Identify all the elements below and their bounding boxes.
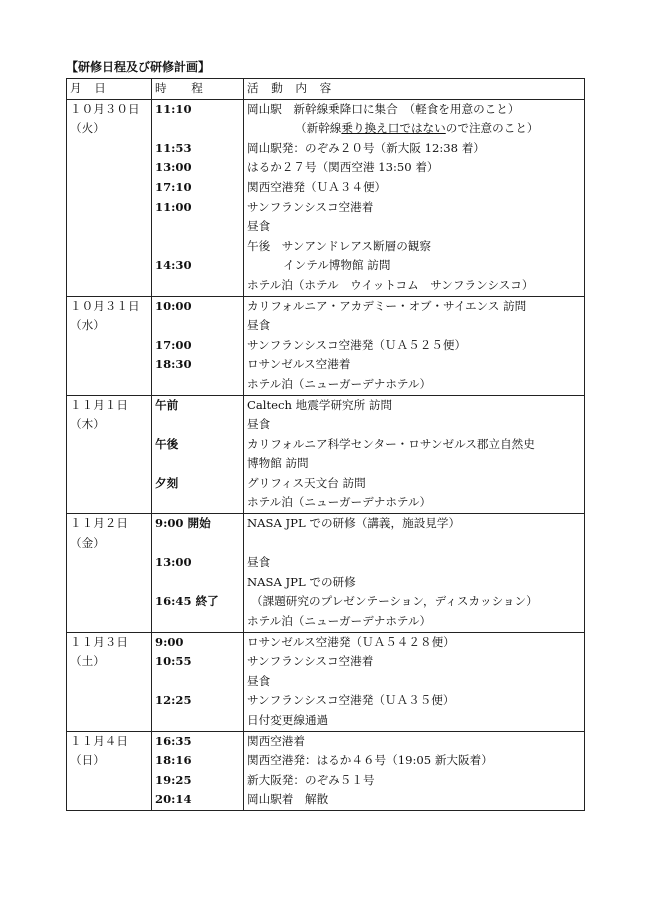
time: 17:10 (155, 179, 192, 194)
activity: 関西空港発（ＵＡ３４便） (247, 179, 387, 194)
date-cell (67, 99, 152, 296)
time: 18:30 (155, 357, 192, 372)
time-cell (152, 395, 244, 514)
date: １０月３１日 (70, 298, 140, 313)
header-activity: 活 動 内 容 (244, 79, 585, 100)
date: １１月２日 (70, 516, 128, 531)
time: 16:45 終了 (155, 594, 219, 609)
activity: 昼食 (247, 417, 271, 432)
activity: NASA JPL での研修（講義，施設見学） (247, 516, 461, 531)
activity: 昼食 (247, 673, 271, 688)
activity: カリフォルニア・アカデミー・オブ・サイエンス 訪問 (247, 298, 527, 313)
time: 9:00 (155, 634, 184, 649)
day-row (67, 99, 585, 296)
header-row (67, 79, 585, 100)
time: 18:16 (155, 753, 192, 768)
weekday: （水） (70, 318, 105, 333)
schedule-document (66, 58, 586, 811)
activity: サンフランシスコ空港着 (247, 199, 374, 214)
activity: 博物館 訪問 (247, 456, 309, 471)
activity: 昼食 (247, 219, 271, 234)
activity: 関西空港発：はるか４６号（19:05 新大阪着） (247, 753, 493, 768)
day-row (67, 731, 585, 810)
date: １１月４日 (70, 733, 128, 748)
date-cell (67, 395, 152, 514)
activity-note (247, 119, 584, 139)
time: 13:00 (155, 555, 192, 570)
weekday: （火） (70, 121, 105, 136)
activity: ホテル泊（ホテル ウイットコム サンフランシスコ） (247, 277, 534, 292)
day-row (67, 296, 585, 395)
document-title: 【研修日程及び研修計画】 (66, 60, 211, 74)
activity: サンフランシスコ空港発（ＵＡ５２５便） (247, 337, 467, 352)
activity: インテル博物館 訪問 (283, 258, 391, 273)
time: 13:00 (155, 160, 192, 175)
date-cell (67, 296, 152, 395)
activity-cell (244, 395, 585, 514)
activity-note-post: ので注意のこと） (445, 121, 539, 136)
activity: ホテル泊（ニューガーデナホテル） (247, 376, 432, 391)
activity-cell (244, 632, 585, 731)
weekday: （金） (70, 535, 105, 550)
activity: 午後 サンアンドレアス断層の観察 (247, 238, 431, 253)
activity: Caltech 地震学研究所 訪問 (247, 397, 393, 412)
date-cell (67, 514, 152, 633)
time: 17:00 (155, 337, 192, 352)
header-date: 月 日 (67, 79, 152, 100)
activity-cell (244, 99, 585, 296)
time: 午後 (155, 436, 179, 451)
activity: （課題研究のプレゼンテーション，ディスカッション） (251, 594, 538, 609)
activity-note-underlined: 乗り換え口ではない (341, 121, 446, 136)
activity: 日付変更線通過 (247, 713, 329, 727)
weekday: （土） (70, 654, 105, 669)
time: 14:30 (155, 258, 192, 273)
date: １１月１日 (70, 397, 128, 412)
activity-cell (244, 514, 585, 633)
time (155, 711, 243, 731)
time (155, 316, 243, 336)
time-cell (152, 514, 244, 633)
time (155, 612, 243, 632)
time (155, 493, 243, 513)
time: 11:53 (155, 140, 192, 155)
date-cell (67, 632, 152, 731)
activity: ロサンゼルス空港着 (247, 357, 351, 372)
time (155, 672, 243, 692)
activity: 岡山駅着 解散 (247, 792, 329, 807)
time: 20:14 (155, 792, 192, 807)
date: １１月３日 (70, 634, 128, 649)
time (155, 119, 243, 139)
time: 10:00 (155, 298, 192, 313)
activity-cell (244, 731, 585, 810)
time-cell (152, 296, 244, 395)
activity: 岡山駅 新幹線乗降口に集合 （軽食を用意のこと） (247, 101, 520, 116)
time: 10:55 (155, 654, 192, 669)
activity: ホテル泊（ニューガーデナホテル） (247, 614, 432, 629)
day-row (67, 395, 585, 514)
day-row (67, 514, 585, 633)
activity: カリフォルニア科学センター・ロサンゼルス郡立自然史 (247, 436, 535, 451)
activity: ホテル泊（ニューガーデナホテル） (247, 495, 432, 510)
activity: 新大阪発：のぞみ５１号 (247, 772, 375, 787)
date: １０月３０日 (70, 101, 140, 116)
weekday: （木） (70, 417, 105, 432)
activity: サンフランシスコ空港着 (247, 654, 374, 669)
activity: NASA JPL での研修 (247, 574, 356, 589)
time (155, 454, 243, 474)
activity: はるか２７号（関西空港 13:50 着） (247, 160, 439, 175)
time: 19:25 (155, 772, 192, 787)
time (155, 573, 243, 593)
time: 11:10 (155, 101, 192, 116)
time-cell (152, 731, 244, 810)
time (155, 415, 243, 435)
activity: ロサンゼルス空港発（ＵＡ５４２８便） (247, 634, 455, 649)
time: 12:25 (155, 693, 192, 708)
time: 16:35 (155, 733, 192, 748)
activity: 岡山駅発：のぞみ２０号（新大阪 12:38 着） (247, 140, 485, 155)
weekday: （日） (70, 753, 105, 768)
time (155, 375, 243, 395)
activity: 昼食 (247, 318, 271, 333)
time: 夕刻 (155, 475, 179, 490)
activity: 昼食 (247, 555, 271, 570)
time (155, 534, 243, 554)
time: 午前 (155, 397, 179, 412)
header-time: 時 程 (152, 79, 244, 100)
activity-cell (244, 296, 585, 395)
time (155, 276, 243, 296)
time: 11:00 (155, 199, 192, 214)
time: 9:00 開始 (155, 516, 211, 531)
time-cell (152, 99, 244, 296)
activity: グリフィス天文台 訪問 (247, 475, 366, 490)
time (155, 217, 243, 237)
activity: サンフランシスコ空港発（ＵＡ３５便） (247, 693, 455, 708)
activity (247, 534, 584, 554)
activity-note-pre: （新幹線 (295, 121, 342, 136)
day-row (67, 632, 585, 731)
activity: 関西空港着 (247, 733, 305, 748)
time-cell (152, 632, 244, 731)
schedule-table (66, 78, 585, 811)
time (155, 237, 243, 257)
date-cell (67, 731, 152, 810)
